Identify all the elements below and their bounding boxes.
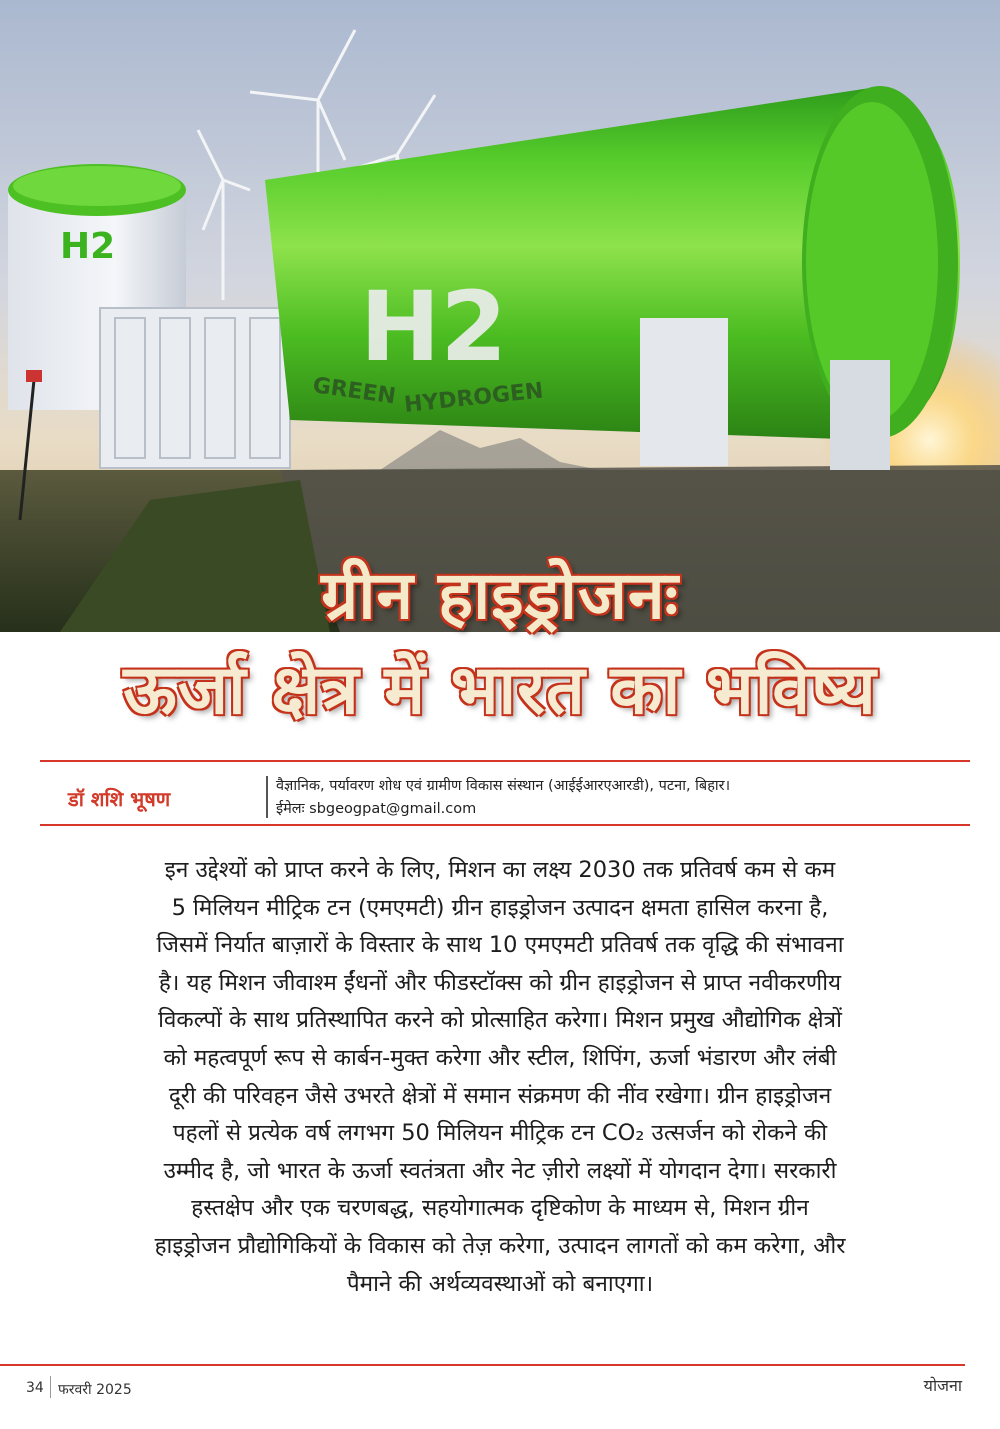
svg-text:H2: H2 [60, 226, 116, 267]
magazine-name: योजना [923, 1376, 962, 1395]
article-body [38, 852, 962, 1303]
affiliation-text: वैज्ञानिक, पर्यावरण शोध एवं ग्रामीण विकास संस्थान (आईईआरएआरडी), पटना, बिहार। [276, 778, 731, 794]
body-line: उम्मीद है, जो भारत के ऊर्जा स्वतंत्रता और नेट ज़ीरो लक्ष्यों में योगदान देगा। सरकारी [163, 1157, 837, 1184]
body-line: हस्तक्षेप और एक चरणबद्ध, सहयोगात्मक दृष्टिकोण के माध्यम से, मिशन ग्रीन [191, 1195, 809, 1222]
body-line: 5 मिलियन मीट्रिक टन (एमएमटी) ग्रीन हाइड्रोजन उत्पादन क्षमता हासिल करना है, [171, 894, 829, 921]
byline-bottom-rule [40, 824, 970, 826]
article-title-line-1: ग्रीन हाइड्रोजनः [321, 557, 679, 634]
body-line: इन उद्देश्यों को प्राप्त करने के लिए, मिशन का लक्ष्य 2030 तक प्रतिवर्ष कम से कम [164, 857, 836, 883]
body-line: पैमाने की अर्थव्यवस्थाओं को बनाएगा। [346, 1270, 654, 1297]
body-line: को महत्वपूर्ण रूप से कार्बन-मुक्त करेगा और स्टील, शिपिंग, ऊर्जा भंडारण और लंबी [163, 1044, 837, 1071]
author-affiliation [276, 775, 730, 821]
page-number: 34 [26, 1380, 44, 1396]
author-email: ईमेलः sbgeogpat@gmail.com [276, 801, 477, 817]
issue-date: फरवरी 2025 [58, 1382, 132, 1398]
body-line: पहलों से प्रत्येक वर्ष लगभग 50 मिलियन मीट्रिक टन CO₂ उत्सर्जन को रोकने की [172, 1120, 828, 1147]
body-line: हाइड्रोजन प्रौद्योगिकियों के विकास को तेज़ करेगा, उत्पादन लागतों को कम करेगा, और [154, 1232, 846, 1259]
author-name: डॉ शशि भूषण [68, 787, 171, 811]
article-title-line-2: ऊर्जा क्षेत्र में भारत का भविष्य [123, 651, 877, 730]
svg-text:HYDROGEN: HYDROGEN [403, 378, 545, 418]
svg-text:H2: H2 [360, 271, 508, 383]
footer-separator [50, 1376, 51, 1398]
body-line: जिसमें निर्यात बाज़ारों के विस्तार के साथ 10 एमएमटी प्रतिवर्ष तक वृद्धि की संभावना [156, 932, 844, 959]
body-line: विकल्पों के साथ प्रतिस्थापित करने को प्रोत्साहित करेगा। मिशन प्रमुख औद्योगिक क्षेत्रों [158, 1007, 842, 1034]
footer-rule [0, 1364, 965, 1366]
body-line: है। यह मिशन जीवाश्म ईंधनों और फीडस्टॉक्स को ग्रीन हाइड्रोजन से प्राप्त नवीकरणीय [158, 969, 842, 996]
byline-divider [266, 776, 268, 818]
body-line: दूरी की परिवहन जैसे उभरते क्षेत्रों में समान संक्रमण की नींव रखेगा। ग्रीन हाइड्रोजन [168, 1082, 832, 1109]
hero-image [0, 0, 1000, 632]
byline-top-rule [40, 760, 970, 762]
electrolyzer-units [100, 308, 290, 468]
green-hydrogen-illustration [0, 0, 1000, 632]
svg-text:GREEN: GREEN [311, 373, 398, 410]
